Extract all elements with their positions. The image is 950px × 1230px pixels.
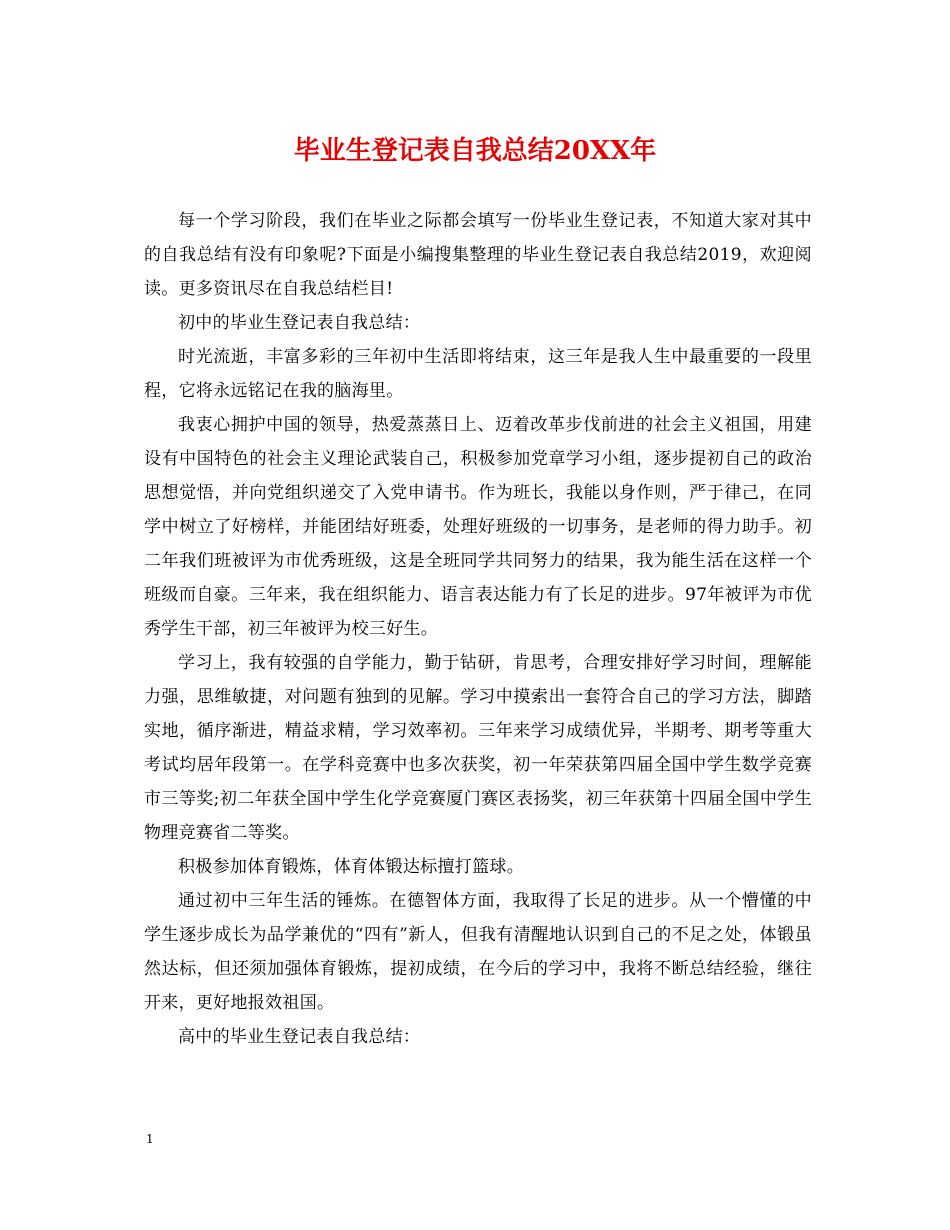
body-paragraph: 通过初中三年生活的锤炼。在德智体方面，我取得了长足的进步。从一个懵懂的中学生逐步成长为品学兼优的“四有”新人，但我有清醒地认识到自己的不足之处，体锻虽然达标，但还须加强体育锻炼，提初成绩，在今后的学习中，我将不断总结经验，继往开来，更好地报效祖国。 [144, 891, 812, 1013]
body-paragraph: 时光流逝，丰富多彩的三年初中生活即将结束，这三年是我人生中最重要的一段里程，它将永远铭记在我的脑海里。 [144, 347, 812, 401]
section-heading-senior: 高中的毕业生登记表自我总结： [178, 1027, 421, 1047]
body-paragraph: 积极参加体育锻炼，体育体锻达标擅打篮球。 [178, 857, 524, 877]
intro-paragraph: 每一个学习阶段，我们在毕业之际都会填写一份毕业生登记表，不知道大家对其中的自我总结有没有印象呢?下面是小编搜集整理的毕业生登记表自我总结2019，欢迎阅读。更多资讯尽在自我总结栏目! [144, 211, 812, 299]
page-number: 1 [146, 1132, 154, 1146]
document-body [144, 204, 812, 1054]
body-paragraph: 我衷心拥护中国的领导，热爱蒸蒸日上、迈着改革步伐前进的社会主义祖国，用建设有中国特色的社会主义理论武装自己，积极参加党章学习小组，逐步提初自己的政治思想觉悟，并向党组织递交了入党申请书。作为班长，我能以身作则，严于律己，在同学中树立了好榜样，并能团结好班委，处理好班级的一切事务，是老师的得力助手。初二年我们班被评为市优秀班级，这是全班同学共同努力的结果，我为能生活在这样一个班级而自豪。三年来，我在组织能力、语言表达能力有了长足的进步。97年被评为市优秀学生干部，初三年被评为校三好生。 [144, 415, 812, 639]
body-paragraph: 学习上，我有较强的自学能力，勤于钻研，肯思考，合理安排好学习时间，理解能力强，思维敏捷，对问题有独到的见解。学习中摸索出一套符合自己的学习方法，脚踏实地，循序渐进，精益求精，学习效率初。三年来学习成绩优异，半期考、期考等重大考试均居年段第一。在学科竞赛中也多次获奖，初一年荣获第四届全国中学生数学竞赛市三等奖;初二年获全国中学生化学竞赛厦门赛区表扬奖，初三年获第十四届全国中学生物理竞赛省二等奖。 [144, 653, 812, 843]
section-heading-junior: 初中的毕业生登记表自我总结： [178, 313, 421, 333]
document-title: 毕业生登记表自我总结20XX年 [293, 136, 657, 166]
